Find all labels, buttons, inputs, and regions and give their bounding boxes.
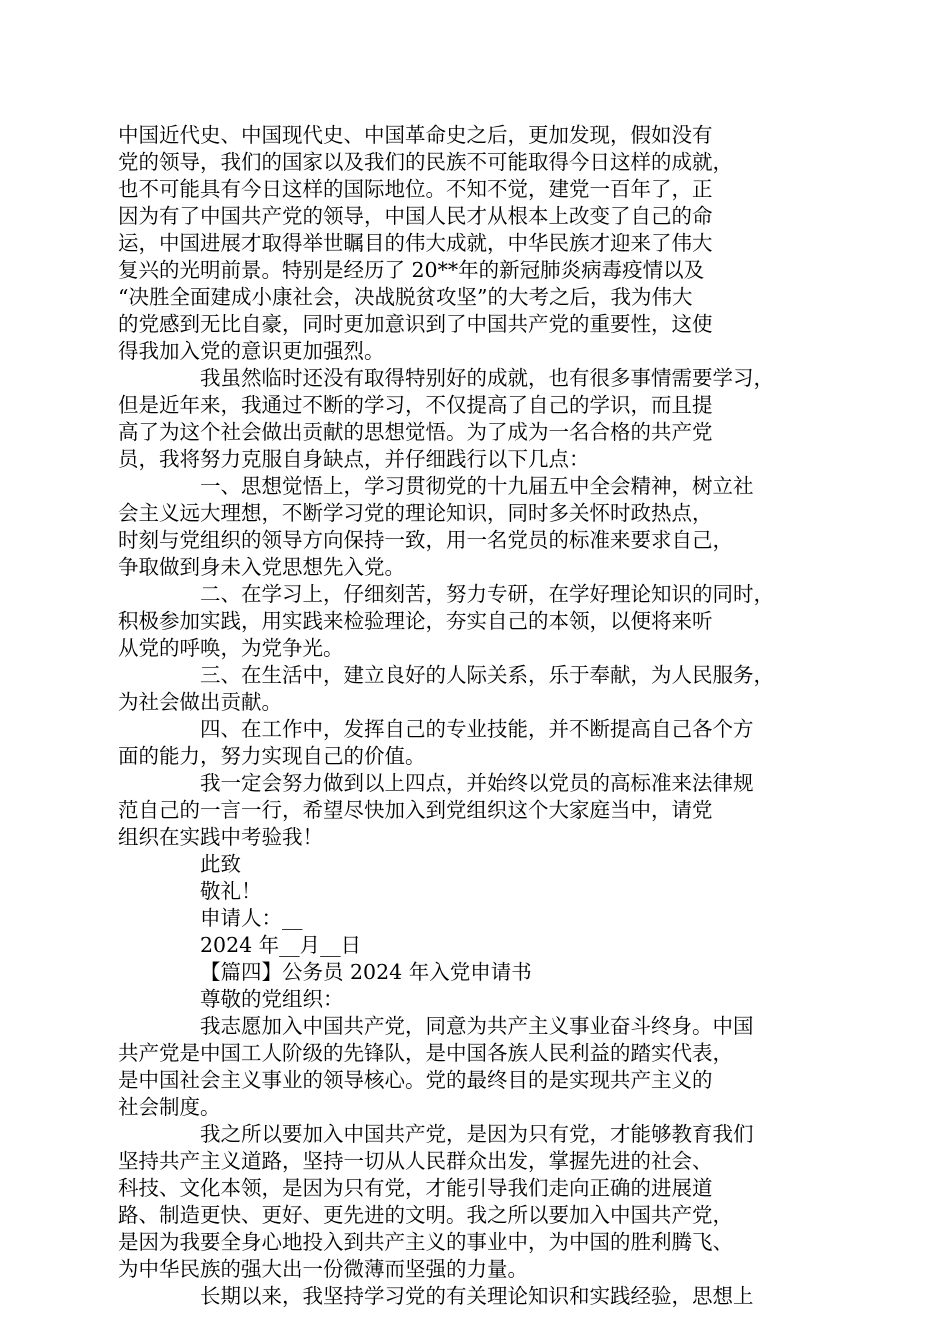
document-line: 得我加入党的意识更加强烈。: [118, 339, 385, 363]
document-line: 2024 年__月__日: [200, 933, 362, 957]
document-line: 此致: [200, 852, 241, 876]
document-line: 高了为这个社会做出贡献的思想觉悟。为了成为一名合格的共产党: [118, 420, 713, 444]
document-line: 党的领导，我们的国家以及我们的民族不可能取得今日这样的成就，: [118, 150, 733, 174]
document-line: 为中华民族的强大出一份微薄而坚强的力量。: [118, 1257, 528, 1281]
document-line: 但是近年来，我通过不断的学习，不仅提高了自己的学识，而且提: [118, 393, 713, 417]
document-line: 是中国社会主义事业的领导核心。党的最终目的是实现共产主义的: [118, 1068, 713, 1092]
document-line: 积极参加实践，用实践来检验理论，夯实自己的本领，以便将来听: [118, 609, 713, 633]
document-line: 二、在学习上，仔细刻苦，努力专研，在学好理论知识的同时，: [200, 582, 774, 606]
document-line: 科技、文化本领，是因为只有党，才能引导我们走向正确的进展道: [118, 1176, 713, 1200]
document-line: 四、在工作中，发挥自己的专业技能，并不断提高自己各个方: [200, 717, 754, 741]
document-line: 组织在实践中考验我！: [118, 825, 323, 849]
document-line: 【篇四】公务员 2024 年入党申请书: [200, 960, 532, 984]
document-line: 的党感到无比自豪，同时更加意识到了中国共产党的重要性，这使: [118, 312, 713, 336]
document-line: 我虽然临时还没有取得特别好的成就，也有很多事情需要学习，: [200, 366, 774, 390]
document-line: 范自己的一言一行，希望尽快加入到党组织这个大家庭当中，请党: [118, 798, 713, 822]
document-line: 坚持共产主义道路，坚持一切从人民群众出发，掌握先进的社会、: [118, 1149, 713, 1173]
document-body: [118, 122, 838, 1310]
document-line: 面的能力，努力实现自己的价值。: [118, 744, 426, 768]
document-line: 共产党是中国工人阶级的先锋队，是中国各族人民利益的踏实代表，: [118, 1041, 733, 1065]
document-line: 敬礼！: [200, 879, 262, 903]
document-line: 中国近代史、中国现代史、中国革命史之后，更加发现，假如没有: [118, 123, 713, 147]
document-line: 我志愿加入中国共产党，同意为共产主义事业奋斗终身。中国: [200, 1014, 754, 1038]
document-line: 申请人：__: [200, 906, 303, 930]
document-line: 为社会做出贡献。: [118, 690, 282, 714]
document-line: 我一定会努力做到以上四点，并始终以党员的高标准来法律规: [200, 771, 754, 795]
document-line: 从党的呼唤，为党争光。: [118, 636, 344, 660]
document-line: 争取做到身未入党思想先入党。: [118, 555, 405, 579]
document-line: 因为有了中国共产党的领导，中国人民才从根本上改变了自己的命: [118, 204, 713, 228]
document-line: 长期以来，我坚持学习党的有关理论知识和实践经验，思想上: [200, 1284, 754, 1308]
document-line: 是因为我要全身心地投入到共产主义的事业中，为中国的胜利腾飞、: [118, 1230, 733, 1254]
document-line: 路、制造更快、更好、更先进的文明。我之所以要加入中国共产党，: [118, 1203, 733, 1227]
document-line: 尊敬的党组织：: [200, 987, 344, 1011]
document-line: 复兴的光明前景。特别是经历了 20**年的新冠肺炎病毒疫情以及: [118, 258, 705, 282]
document-line: 一、思想觉悟上，学习贯彻党的十九届五中全会精神，树立社: [200, 474, 754, 498]
document-line: 我之所以要加入中国共产党，是因为只有党，才能够教育我们: [200, 1122, 754, 1146]
document-line: 运，中国进展才取得举世瞩目的伟大成就，中华民族才迎来了伟大: [118, 231, 713, 255]
document-line: 三、在生活中，建立良好的人际关系，乐于奉献，为人民服务，: [200, 663, 774, 687]
document-line: 社会制度。: [118, 1095, 221, 1119]
document-line: 会主义远大理想，不断学习党的理论知识，同时多关怀时政热点，: [118, 501, 713, 525]
document-line: 时刻与党组织的领导方向保持一致，用一名党员的标准来要求自己，: [118, 528, 733, 552]
document-line: 员，我将努力克服自身缺点，并仔细践行以下几点：: [118, 447, 590, 471]
document-line: 也不可能具有今日这样的国际地位。不知不觉，建党一百年了，正: [118, 177, 713, 201]
document-line: “决胜全面建成小康社会，决战脱贫攻坚”的大考之后，我为伟大: [118, 285, 693, 309]
